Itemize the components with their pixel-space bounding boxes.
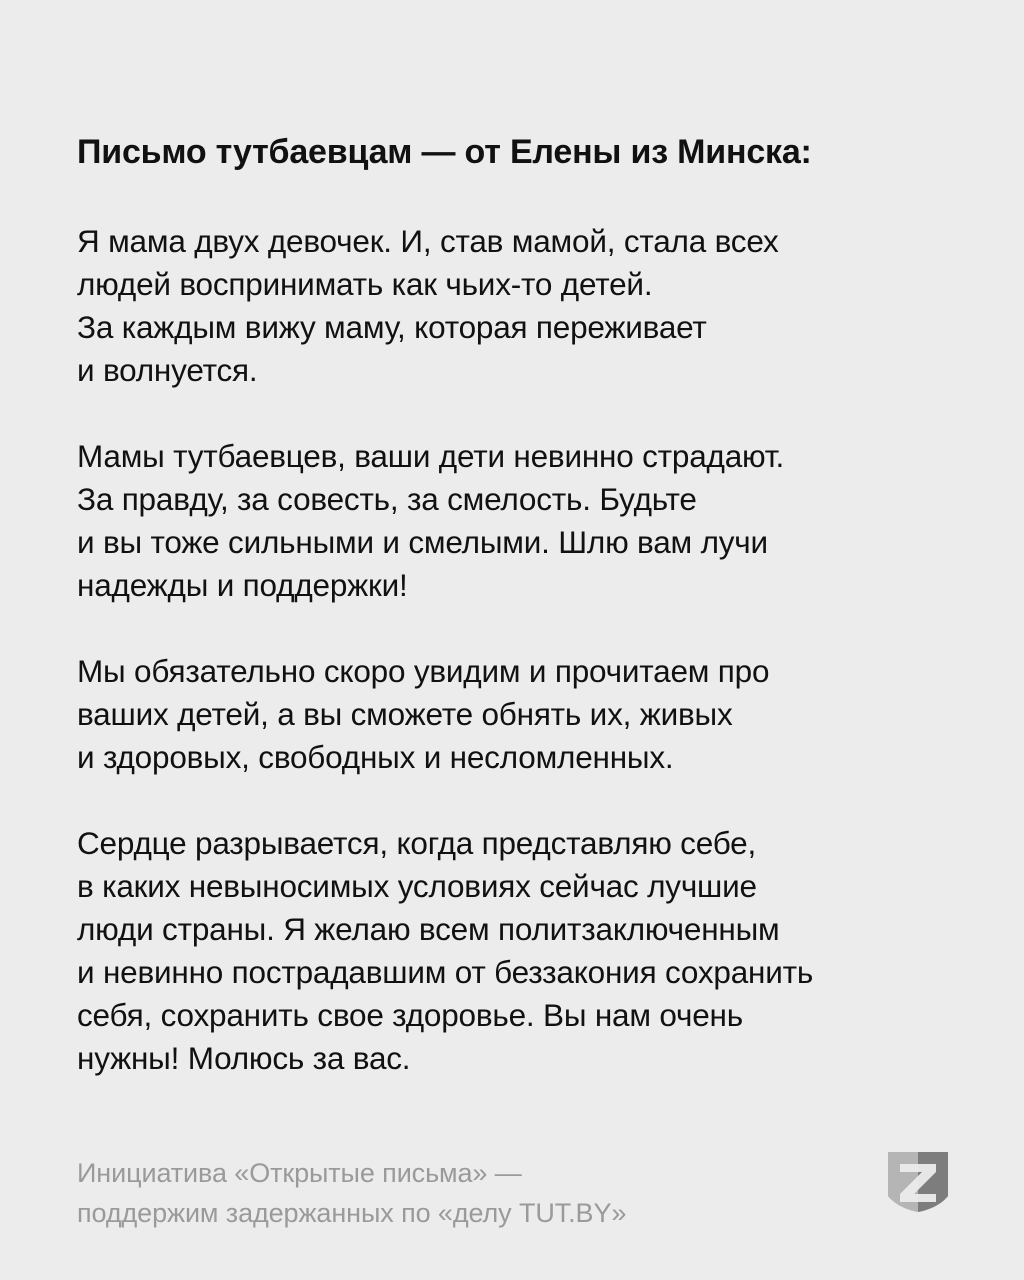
letter-paragraph-1 xyxy=(77,220,977,392)
paragraph-line: себя, сохранить свое здоровье. Вы нам очень xyxy=(77,997,743,1033)
letter-paragraph-4 xyxy=(77,822,977,1080)
paragraph-line: Мы обязательно скоро увидим и прочитаем про xyxy=(77,653,770,689)
footer-line-2: поддержим задержанных по «делу TUT.BY» xyxy=(77,1198,627,1228)
letter-paragraph-2 xyxy=(77,435,977,607)
footer-caption xyxy=(77,1153,626,1233)
paragraph-line: нужны! Молюсь за вас. xyxy=(77,1040,411,1076)
zerkalo-shield-logo-icon xyxy=(886,1150,950,1214)
paragraph-line: и невинно пострадавшим от беззакония сохранить xyxy=(77,954,814,990)
footer-line-1: Инициатива «Открытые письма» — xyxy=(77,1158,522,1188)
paragraph-line: и вы тоже сильными и смелыми. Шлю вам лучи xyxy=(77,524,768,560)
paragraph-line: людей воспринимать как чьих-то детей. xyxy=(77,266,653,302)
paragraph-line: Я мама двух девочек. И, став мамой, стала всех xyxy=(77,223,779,259)
paragraph-line: люди страны. Я желаю всем политзаключенным xyxy=(77,911,780,947)
paragraph-line: и волнуется. xyxy=(77,352,258,388)
letter xyxy=(77,128,977,1123)
paragraph-line: в каких невыносимых условиях сейчас лучшие xyxy=(77,868,757,904)
paragraph-line: За правду, за совесть, за смелость. Будьте xyxy=(77,481,697,517)
paragraph-line: Сердце разрывается, когда представляю себе, xyxy=(77,825,757,861)
paragraph-line: Мамы тутбаевцев, ваши дети невинно страдают. xyxy=(77,438,785,474)
paragraph-line: надежды и поддержки! xyxy=(77,567,408,603)
paragraph-line: За каждым вижу маму, которая переживает xyxy=(77,309,707,345)
letter-title: Письмо тутбаевцам — от Елены из Минска: xyxy=(77,133,812,171)
paragraph-line: и здоровых, свободных и несломленных. xyxy=(77,739,674,775)
letter-paragraph-3 xyxy=(77,650,977,779)
paragraph-line: ваших детей, а вы сможете обнять их, живых xyxy=(77,696,733,732)
